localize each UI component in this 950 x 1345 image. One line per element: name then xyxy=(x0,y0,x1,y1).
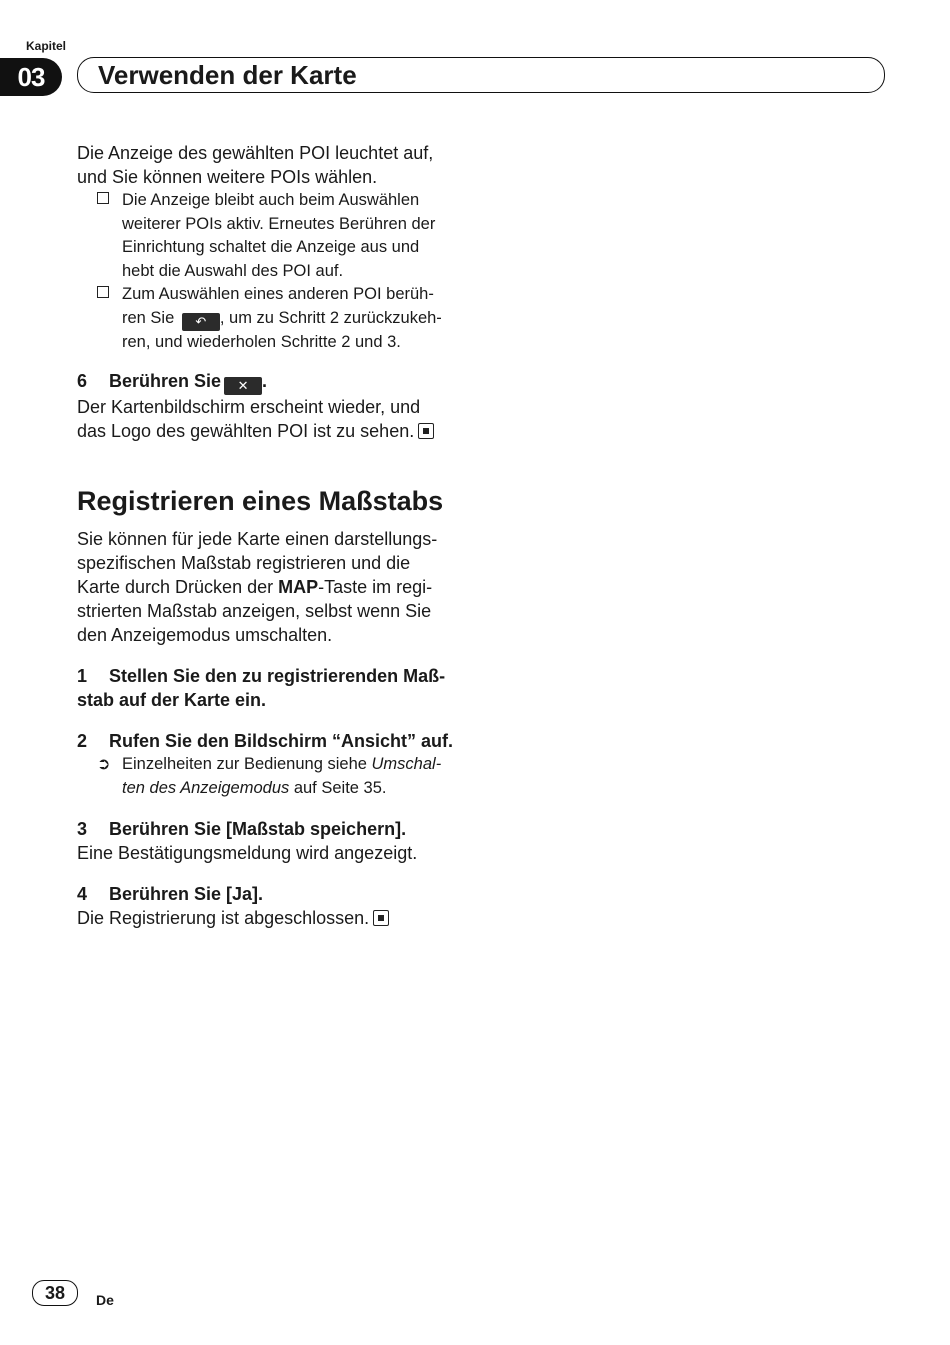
desc-text: das Logo des gewählten POI ist zu sehen. xyxy=(77,421,415,441)
bullet-line xyxy=(122,307,467,331)
step-3 xyxy=(77,817,467,841)
bullet-item xyxy=(77,283,467,354)
language-label: De xyxy=(96,1292,114,1308)
intro-line-1: Die Anzeige des gewählten POI leuchtet auf, xyxy=(77,143,434,163)
section-para-line: strierten Maßstab anzeigen, selbst wenn Sie xyxy=(77,601,432,621)
step-6-desc-1: Der Kartenbildschirm erscheint wieder, und xyxy=(77,397,421,417)
para-text: Karte durch Drücken der xyxy=(77,577,279,597)
step-6 xyxy=(77,369,467,395)
section-para-line: spezifischen Maßstab registrieren und die xyxy=(77,553,411,573)
reference-line xyxy=(122,777,467,801)
desc-text: Die Registrierung ist abgeschlossen. xyxy=(77,908,370,928)
intro-line-2: und Sie können weitere POIs wählen. xyxy=(77,167,378,187)
step-2 xyxy=(77,729,467,753)
step-1 xyxy=(77,664,467,688)
step-4-desc xyxy=(77,906,467,930)
checkbox-bullet-icon xyxy=(97,283,109,307)
close-x-icon: ✕ xyxy=(224,377,262,395)
chapter-title: Verwenden der Karte xyxy=(98,60,357,90)
ref-text: Einzelheiten zur Bedienung siehe xyxy=(122,755,372,773)
bullet-item xyxy=(77,189,467,283)
page-number: 38 xyxy=(32,1280,78,1306)
step-label: Berühren Sie [Maßstab speichern]. xyxy=(109,819,407,839)
arrow-reference-icon: ➲ xyxy=(97,756,111,773)
step-punct: . xyxy=(262,371,268,391)
step-number: 6 xyxy=(77,371,88,391)
map-key-label: MAP xyxy=(278,577,319,597)
bullet-text: ren Sie xyxy=(122,308,179,327)
kapitel-label: Kapitel xyxy=(26,39,67,53)
step-number: 1 xyxy=(77,666,88,686)
step-3-desc: Eine Bestätigungsmeldung wird angezeigt. xyxy=(77,843,418,863)
bullet-line: Die Anzeige bleibt auch beim Auswählen xyxy=(122,191,420,209)
ref-link-text[interactable]: Umschal- xyxy=(371,755,442,773)
step-6-desc-2 xyxy=(77,419,467,443)
ref-link-text[interactable]: ten des Anzeigemodus xyxy=(122,778,290,797)
checkbox-bullet-icon xyxy=(97,189,109,213)
chapter-number-badge: 03 xyxy=(0,58,62,96)
section-para-line: den Anzeigemodus umschalten. xyxy=(77,625,333,645)
end-of-section-icon xyxy=(373,910,389,926)
step-number: 2 xyxy=(77,731,88,751)
chapter-title-frame xyxy=(77,57,885,93)
step-number: 3 xyxy=(77,819,88,839)
end-of-section-icon xyxy=(418,423,434,439)
bullet-line: ren, und wiederholen Schritte 2 und 3. xyxy=(122,332,401,351)
section-para-line: Sie können für jede Karte einen darstellungs- xyxy=(77,529,438,549)
bullet-line: Zum Auswählen eines anderen POI berüh- xyxy=(122,285,434,303)
step-label: Rufen Sie den Bildschirm “Ansicht” auf. xyxy=(109,731,454,751)
step-label: Berühren Sie xyxy=(109,371,222,391)
section-para-line xyxy=(77,575,467,599)
ref-text: auf Seite 35. xyxy=(289,778,387,797)
reference-line xyxy=(122,753,467,777)
step-number: 4 xyxy=(77,884,88,904)
bullet-line: weiterer POIs aktiv. Erneutes Berühren der xyxy=(122,214,436,233)
bullet-line: hebt die Auswahl des POI auf. xyxy=(122,261,344,280)
step-label: Stellen Sie den zu registrierenden Maß- xyxy=(109,666,446,686)
step-label: Berühren Sie [Ja]. xyxy=(109,884,264,904)
para-text: -Taste im regi- xyxy=(318,577,433,597)
step-4 xyxy=(77,882,467,906)
section-title: Registrieren eines Maßstabs xyxy=(77,486,444,516)
bullet-line: Einrichtung schaltet die Anzeige aus und xyxy=(122,238,420,256)
main-column xyxy=(77,141,467,930)
back-arrow-icon: ↶ xyxy=(182,313,220,331)
step-1-cont: stab auf der Karte ein. xyxy=(77,690,267,710)
reference-item xyxy=(77,753,467,800)
bullet-text: , um zu Schritt 2 zurückzukeh- xyxy=(219,308,442,327)
